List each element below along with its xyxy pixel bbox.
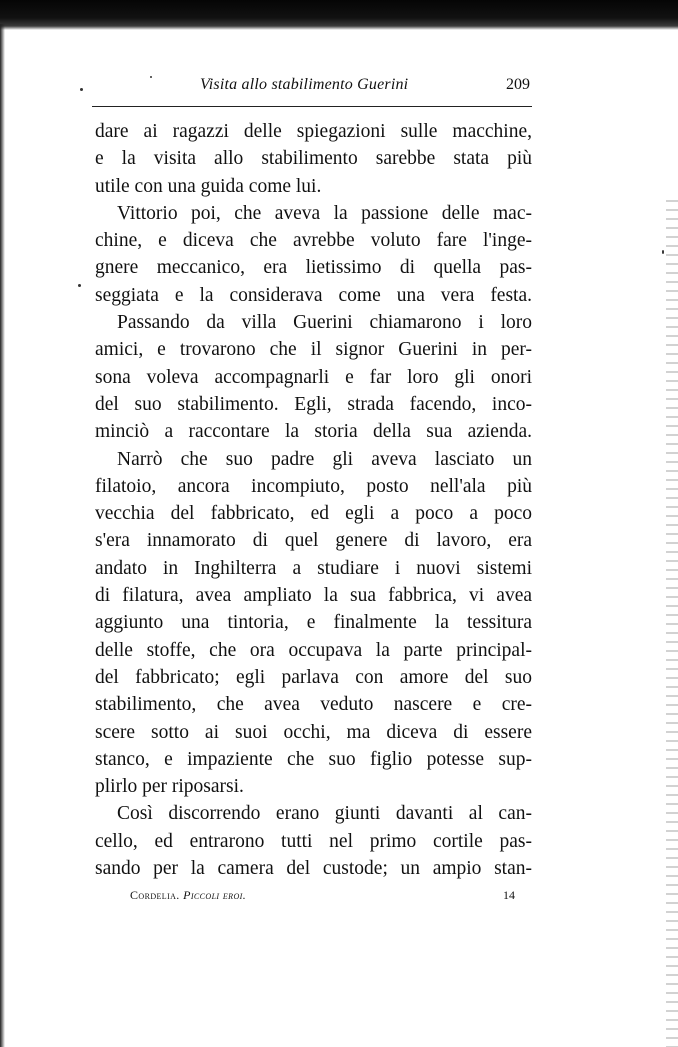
scan-edge-right [666,200,678,1047]
scan-edge-left [0,24,5,1047]
text-line: sona voleva accompagnarli e far loro gli onori [95,366,532,388]
scan-edge-top [0,0,678,30]
running-title: Visita allo stabilimento Guerini [200,76,409,93]
scan-speck [662,250,664,254]
text-line: plirlo per riposarsi. [95,776,244,798]
page-footer [130,888,515,908]
text-line: Narrò che suo padre gli aveva lasciato un [117,448,532,470]
header-rule [92,106,532,107]
text-line: stanco, e impaziente che suo figlio potesse sup- [95,748,532,770]
text-line: minciò a raccontare la storia della sua azienda. [95,421,532,443]
text-line: dare ai ragazzi delle spiegazioni sulle macchine, [95,121,532,142]
text-line: seggiata e la considerava come una vera festa. [95,284,532,306]
text-line: s'era innamorato di quel genere di lavoro, era [95,530,532,552]
text-line: Passando da villa Guerini chiamarono i loro [117,312,532,334]
text-line: andato in Inghilterra a studiare i nuovi sistemi [95,557,532,579]
text-line: stabilimento, che avea veduto nascere e cre- [95,694,532,716]
text-line: cello, ed entrarono tutti nel primo cortile pas- [95,830,532,852]
running-header [92,76,532,102]
text-line: vecchia del fabbricato, ed egli a poco a poco [95,503,532,525]
text-line: utile con una guida come lui. [95,175,322,197]
text-line: delle stoffe, che ora occupava la parte principal- [95,639,532,661]
text-line: del suo stabilimento. Egli, strada facendo, inco- [95,393,532,415]
footer-book-title: Piccoli eroi. [183,888,247,902]
text-line: amici, e trovarono che il signor Guerini in per- [95,339,532,361]
text-line: scere sotto ai suoi occhi, ma diceva di essere [95,721,532,743]
text-line: chine, e diceva che avrebbe voluto fare l'inge- [95,230,532,252]
signature-number: 14 [503,888,515,902]
page-number: 209 [506,76,530,93]
text-line: filatoio, ancora incompiuto, posto nell'ala più [95,475,532,497]
text-line: del fabbricato; egli parlava con amore del suo [95,666,532,688]
text-line: gnere meccanico, era lietissimo di quella pas- [95,257,532,279]
body-text [95,118,532,882]
text-line: e la visita allo stabilimento sarebbe stata più [95,148,532,170]
scan-speck [80,88,83,91]
text-line: sando per la camera del custode; un ampio stan- [95,858,532,880]
text-line: Vittorio poi, che aveva la passione delle mac- [117,202,532,224]
text-line: Così discorrendo erano giunti davanti al can- [117,803,532,825]
scan-speck [78,284,81,287]
signature-line [130,888,246,903]
text-line: aggiunto una tintoria, e finalmente la tessitura [95,612,532,634]
text-line: di filatura, avea ampliato la sua fabbrica, vi avea [95,585,532,607]
footer-author: Cordelia. [130,888,180,902]
